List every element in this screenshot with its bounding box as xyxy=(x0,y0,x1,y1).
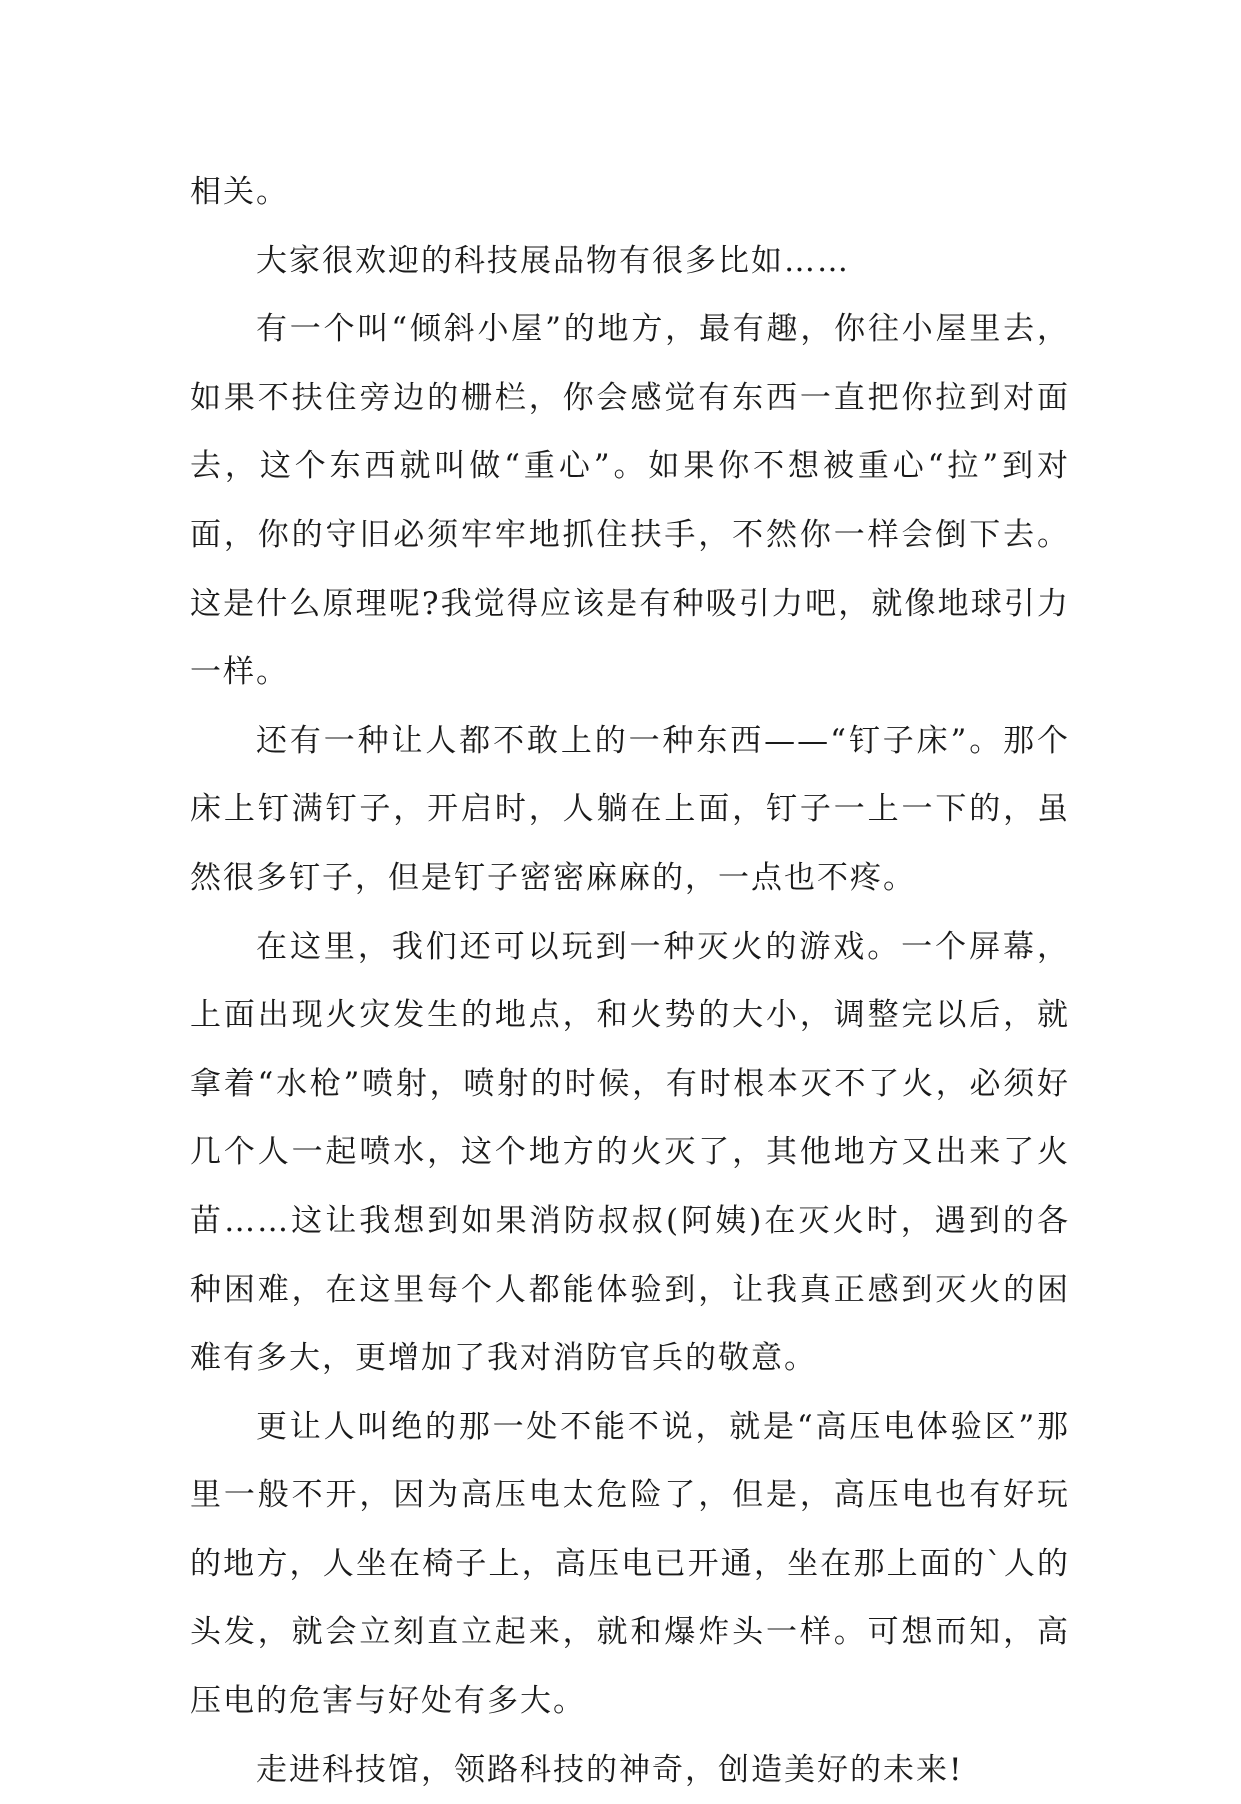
paragraph-5: 在这里，我们还可以玩到一种灭火的游戏。一个屏幕，上面出现火灾发生的地点，和火势的大小，调整完以后，就拿着“水枪”喷射，喷射的时候，有时根本灭不了火，必须好几个人一起喷水，这个地方的火灭了，其他地方又出来了火苗……这让我想到如果消防叔叔(阿姨)在灭火时，遇到的各种困难，在这里每个人都能体验到，让我真正感到灭火的困难有多大，更增加了我对消防官兵的敬意。 xyxy=(190,928,1070,1377)
paragraph-2: 大家很欢迎的科技展品物有很多比如…… xyxy=(256,242,850,279)
paragraph-7: 走进科技馆，领路科技的神奇，创造美好的未来! xyxy=(256,1751,964,1788)
body-text xyxy=(190,158,1070,1804)
paragraph-3: 有一个叫“倾斜小屋”的地方，最有趣，你往小屋里去，如果不扶住旁边的栅栏，你会感觉有东西一直把你拉到对面去，这个东西就叫做“重心”。如果你不想被重心“拉”到对面，你的守旧必须牢牢地抓住扶手，不然你一样会倒下去。这是什么原理呢?我觉得应该是有种吸引力吧，就像地球引力一样。 xyxy=(190,311,1070,691)
paragraph-1: 相关。 xyxy=(190,174,289,210)
paragraph-4: 还有一种让人都不敢上的一种东西——“钉子床”。那个床上钉满钉子，开启时，人躺在上面，钉子一上一下的，虽然很多钉子，但是钉子密密麻麻的，一点也不疼。 xyxy=(190,722,1070,896)
paragraph-6: 更让人叫绝的那一处不能不说，就是“高压电体验区”那里一般不开，因为高压电太危险了，但是，高压电也有好玩的地方，人坐在椅子上，高压电已开通，坐在那上面的`人的头发，就会立刻直立起来，就和爆炸头一样。可想而知，高压电的危害与好处有多大。 xyxy=(190,1408,1070,1720)
